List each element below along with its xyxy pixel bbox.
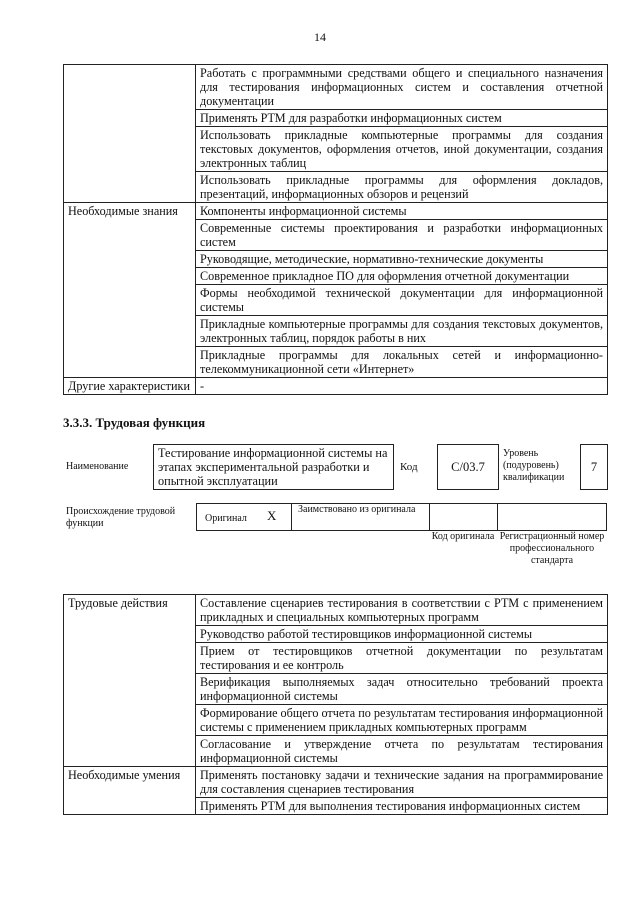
row-item: Прием от тестировщиков отчетной документации по результатам тестирования и ее контроль <box>196 643 608 674</box>
original-mark: X <box>267 508 277 523</box>
row-item: Применять постановку задачи и технические задания на программирование для составления сценариев тестирования <box>196 767 608 798</box>
row-item: Согласование и утверждение отчета по результатам тестирования информационной системы <box>196 736 608 767</box>
row-item: Современное прикладное ПО для оформления отчетной документации <box>196 268 608 285</box>
row-label: Необходимые умения <box>64 767 196 815</box>
row-item: Компоненты информационной системы <box>196 203 608 220</box>
row-item: Современные системы проектирования и разработки информационных систем <box>196 220 608 251</box>
divider <box>429 503 430 531</box>
row-item: Верификация выполняемых задач относительно требований проекта информационной системы <box>196 674 608 705</box>
divider <box>291 503 292 531</box>
row-label <box>64 65 196 203</box>
skills-knowledge-table <box>63 64 608 395</box>
row-item: Формы необходимой технической документации для информационной системы <box>196 285 608 316</box>
divider <box>497 503 498 531</box>
row-item: Использовать прикладные программы для оформления докладов, презентаций, информационных обзоров и рецензий <box>196 172 608 203</box>
function-name-box: Тестирование информационной системы на этапах экспериментальной разработки и опытной эксплуатации <box>153 444 394 490</box>
table-row <box>64 378 608 395</box>
row-item: Прикладные компьютерные программы для создания текстовых документов, электронных таблиц, порядок работы в них <box>196 316 608 347</box>
row-item: Применять РТМ для выполнения тестирования информационных систем <box>196 798 608 815</box>
row-item: Руководство работой тестировщиков информационной системы <box>196 626 608 643</box>
table-row <box>64 203 608 220</box>
row-item: Работать с программными средствами общего и специального назначения для тестирования информационных систем и составления отчетной документации <box>196 65 608 110</box>
borrowed-label: Заимствовано из оригинала <box>298 504 416 515</box>
reg-caption: Регистрационный номер профессионального стандарта <box>499 531 605 566</box>
code-caption: Код оригинала <box>431 531 495 542</box>
section-title: 3.3.3. Трудовая функция <box>63 415 206 430</box>
page-number: 14 <box>314 30 326 44</box>
row-item: Использовать прикладные компьютерные программы для создания текстовых документов, оформления отчетов, иной документации, создания электронных таблиц <box>196 127 608 172</box>
origin-label: Происхождение трудовой функции <box>66 506 176 529</box>
row-item: Формирование общего отчета по результатам тестирования информационной системы с применением прикладных компьютерных программ <box>196 705 608 736</box>
row-item: Применять РТМ для разработки информационных систем <box>196 110 608 127</box>
row-item: Составление сценариев тестирования в соответствии с РТМ с применением прикладных и специальных компьютерных программ <box>196 595 608 626</box>
level-label: Уровень (подуровень) квалификации <box>503 448 565 483</box>
row-label: Другие характеристики <box>64 378 196 395</box>
level-value-box: 7 <box>580 444 608 490</box>
row-item: Руководящие, методические, нормативно-технические документы <box>196 251 608 268</box>
table-row <box>64 595 608 626</box>
code-value-box: С/03.7 <box>437 444 499 490</box>
table-row <box>64 767 608 798</box>
name-label: Наименование <box>66 461 129 472</box>
original-label: Оригинал <box>205 513 247 524</box>
row-label: Трудовые действия <box>64 595 196 767</box>
code-label: Код <box>400 461 418 473</box>
labor-actions-table <box>63 594 608 815</box>
row-item: - <box>196 378 608 395</box>
row-label: Необходимые знания <box>64 203 196 378</box>
table-row <box>64 65 608 110</box>
row-item: Прикладные программы для локальных сетей и информационно-телекоммуникационной сети «Интернет» <box>196 347 608 378</box>
